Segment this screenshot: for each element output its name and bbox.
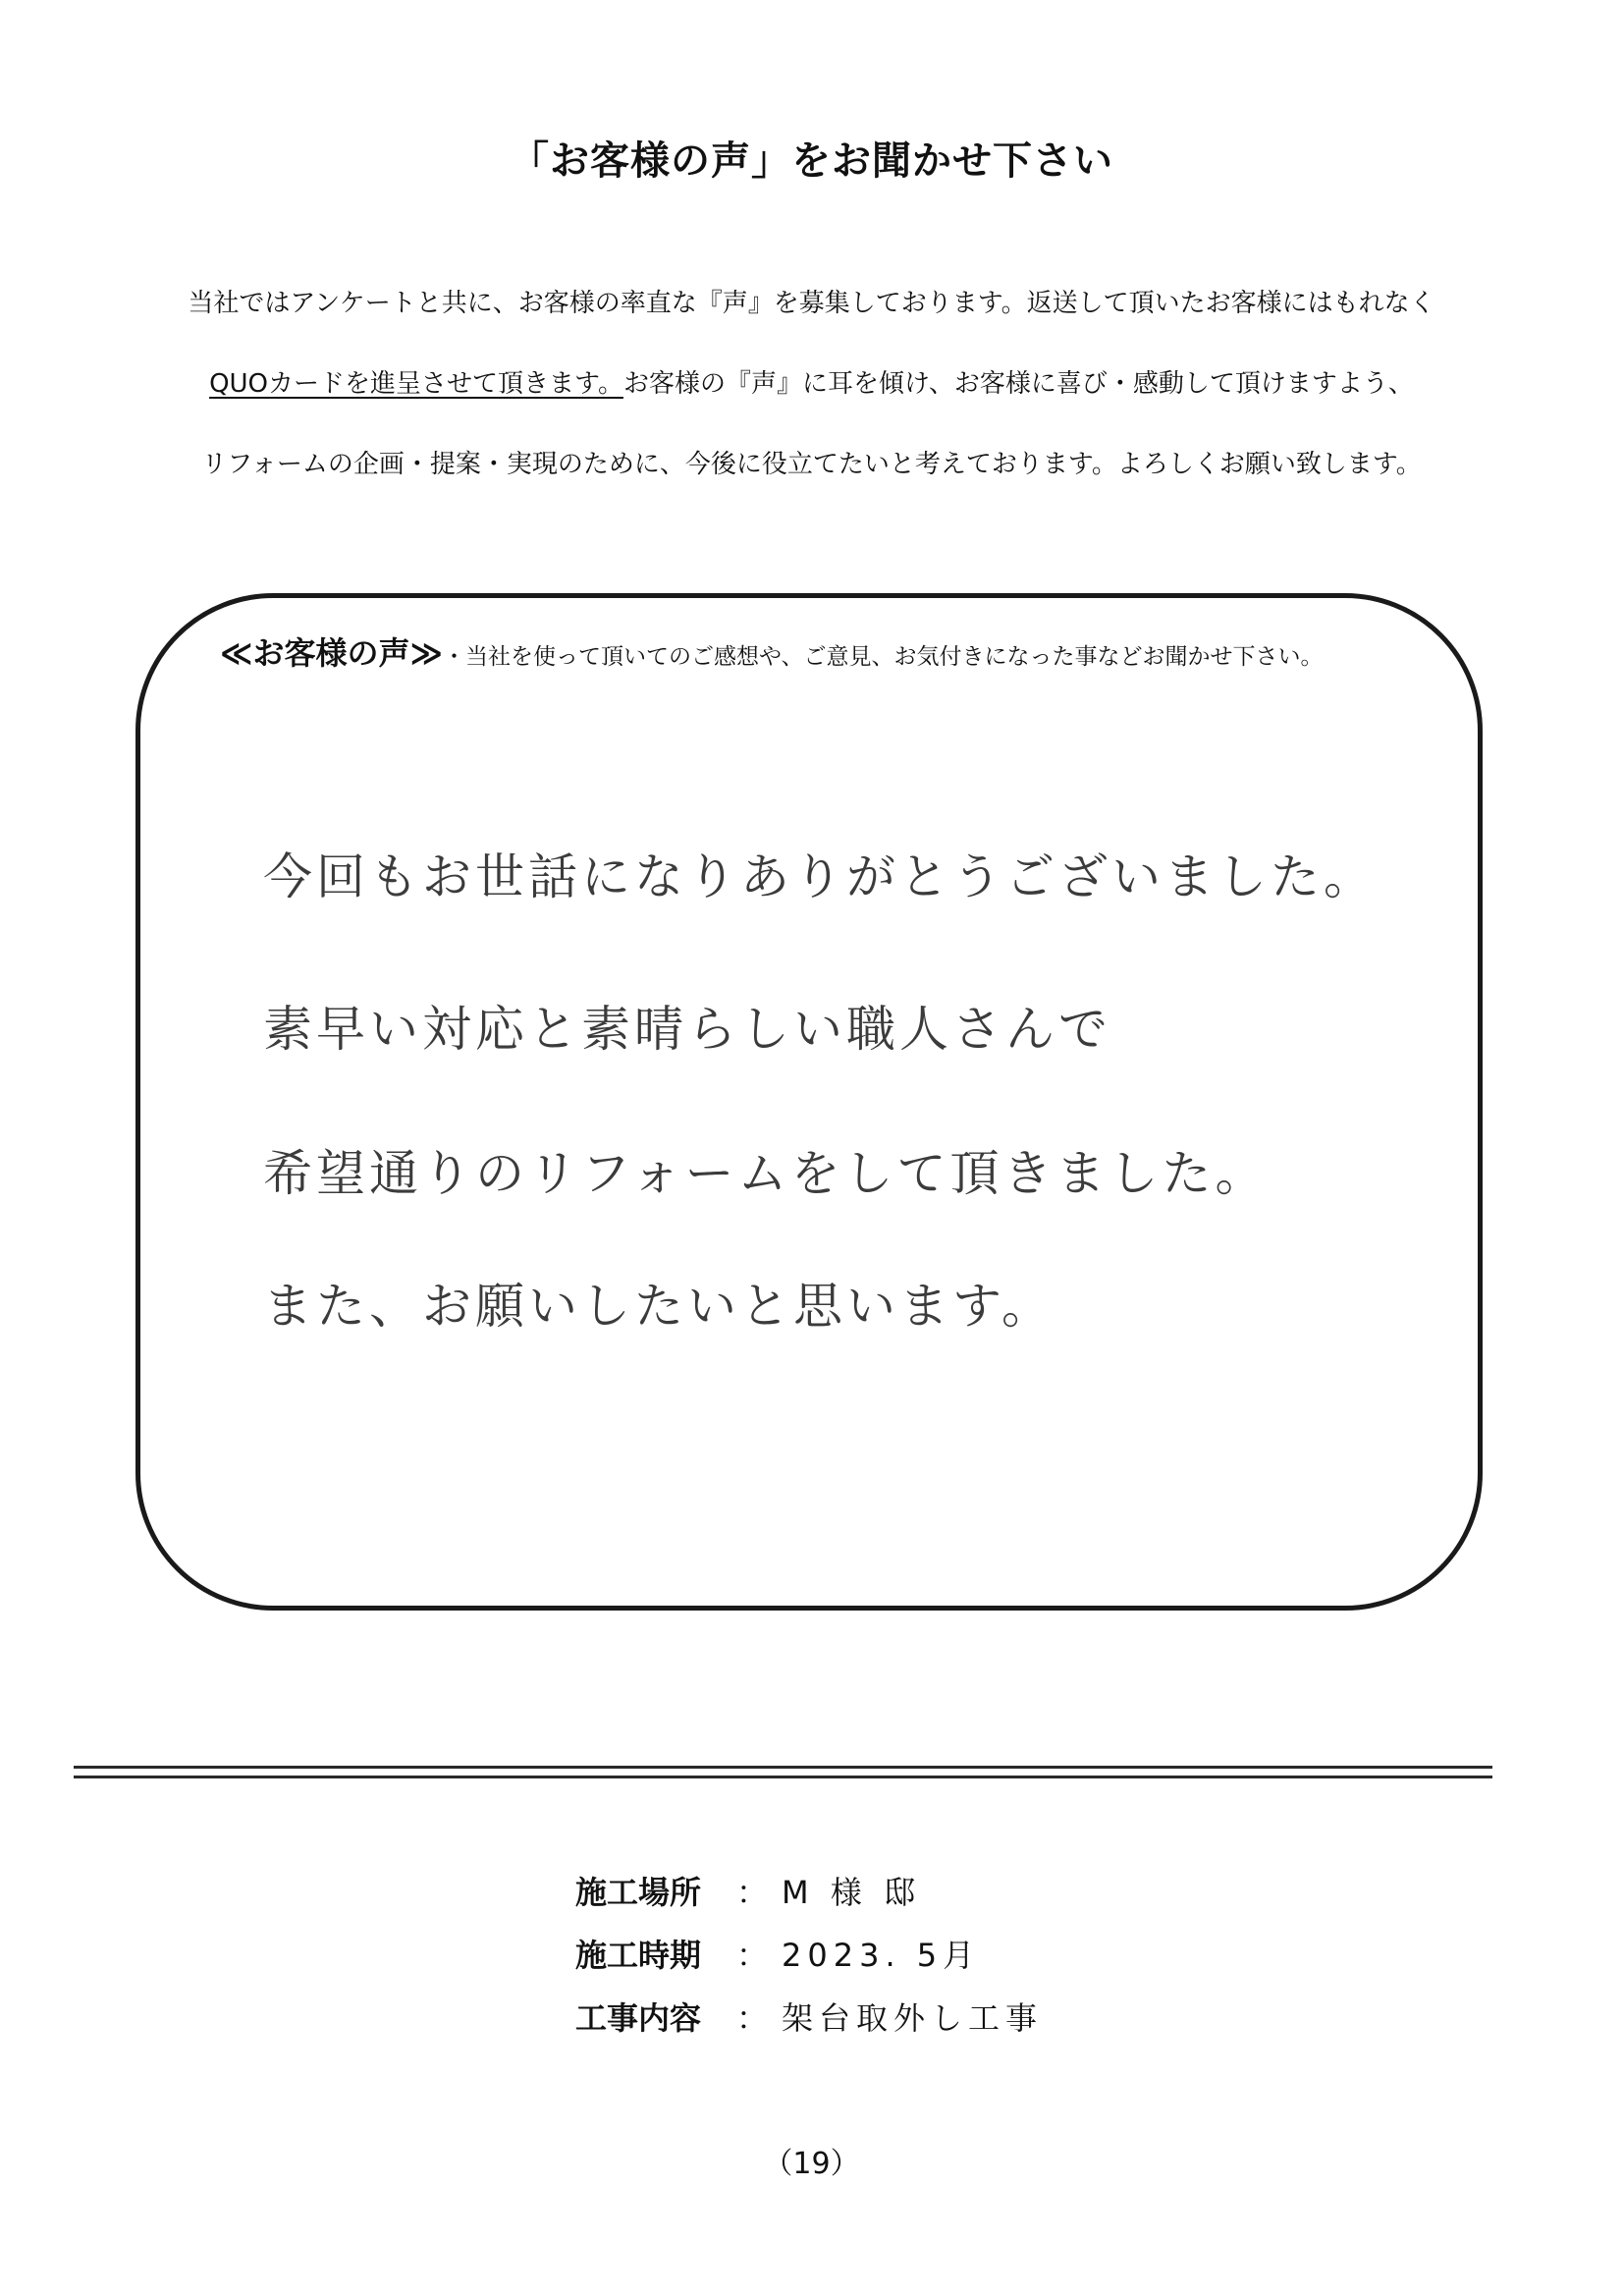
project-info [575, 1861, 1043, 2050]
intro-line-1: 当社ではアンケートと共に、お客様の率直な『声』を募集しております。返送して頂いたお客様にはもれなく [188, 289, 1435, 318]
handwritten-comment-line: 希望通りのリフォームをして頂きました。 [263, 1145, 1269, 1202]
intro-line-2-rest: お客様の『声』に耳を傾け、お客様に喜び・感動して頂けますよう、 [622, 369, 1414, 399]
project-info-row-location [575, 1861, 1043, 1924]
intro-quo-card-note: QUOカードを進呈させて頂きます。 [209, 369, 623, 399]
project-info-row-work [575, 1987, 1043, 2050]
info-value: M 様 邸 [782, 1874, 921, 1911]
info-value: 2023. 5月 [782, 1937, 981, 1974]
customer-voice-header [220, 629, 1324, 674]
handwritten-comment-line: また、お願いしたいと思います。 [263, 1278, 1055, 1335]
info-label: 施工場所 [575, 1874, 702, 1911]
page-number: （19） [763, 2147, 860, 2181]
intro-line-2 [0, 363, 1623, 400]
divider-rule-top [74, 1766, 1492, 1769]
customer-voice-note: ・当社を使って頂いてのご感想や、ご意見、お気付きになった事などお聞かせ下さい。 [443, 644, 1324, 670]
info-label: 施工時期 [575, 1937, 702, 1974]
divider-rule-bottom [74, 1776, 1492, 1778]
handwritten-comment-line: 素早い対応と素晴らしい職人さんで [263, 1001, 1111, 1058]
info-separator: ： [735, 1999, 768, 2037]
page-title: 「お客様の声」をお聞かせ下さい [510, 138, 1113, 184]
info-value: 架台取外し工事 [782, 1999, 1044, 2037]
info-separator: ： [735, 1937, 768, 1974]
handwritten-comment-line: 今回もお世話になりありがとうございました。 [263, 848, 1377, 905]
info-separator: ： [735, 1874, 768, 1911]
customer-voice-label: ≪お客様の声≫ [220, 634, 444, 672]
customer-voice-box [135, 593, 1483, 1611]
intro-line-3: リフォームの企画・提案・実現のために、今後に役立てたいと考えております。よろしくお願い致します。 [201, 450, 1422, 479]
info-label: 工事内容 [575, 1999, 702, 2037]
project-info-row-period [575, 1924, 1043, 1987]
